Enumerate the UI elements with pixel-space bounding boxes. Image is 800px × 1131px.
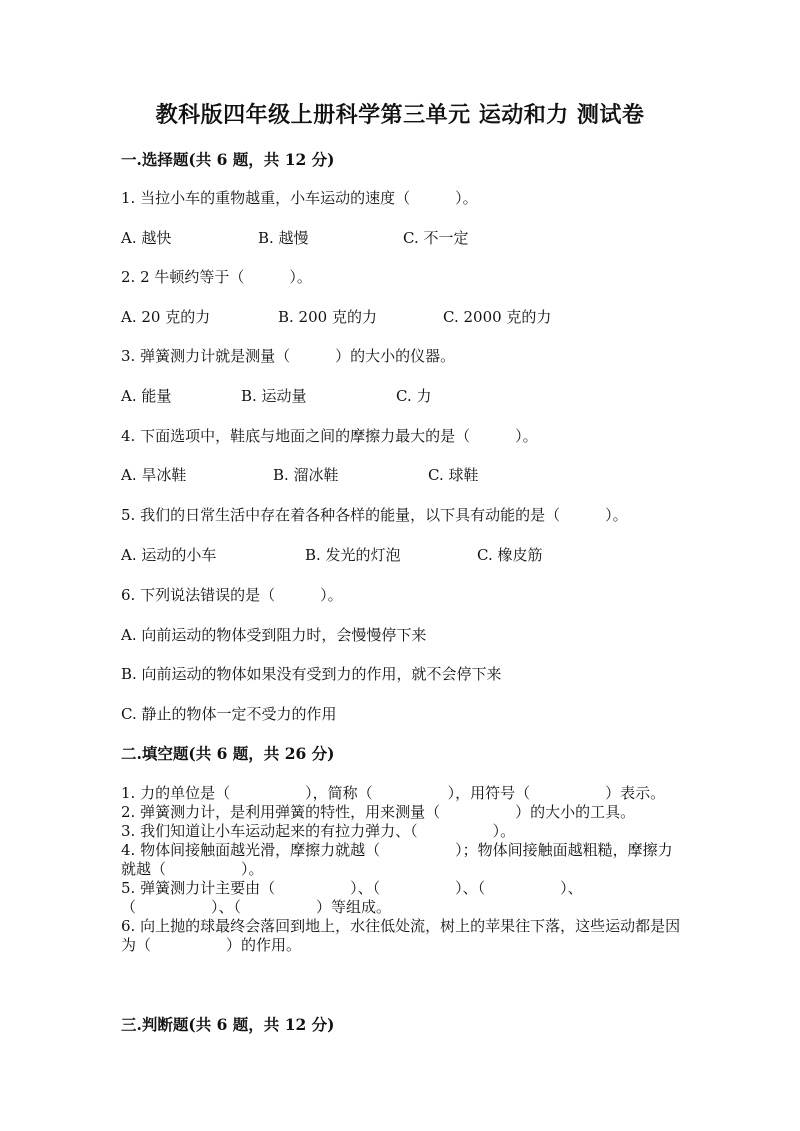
fill-question-line: 1. 力的单位是（ ），简称（ ），用符号（ ）表示。: [121, 784, 666, 802]
question-text: 1. 当拉小车的重物越重，小车运动的速度（ ）。: [121, 189, 478, 207]
option: C. 橡皮筋: [477, 546, 543, 564]
section-heading-choice: 一.选择题(共 6 题，共 12 分): [121, 150, 335, 169]
option: A. 越快: [121, 229, 172, 247]
option: B. 运动量: [241, 387, 307, 405]
option: B. 200 克的力: [278, 308, 377, 326]
question-text: 2. 2 牛顿约等于（ ）。: [121, 268, 312, 286]
option: B. 向前运动的物体如果没有受到力的作用，就不会停下来: [121, 665, 502, 683]
option: A. 能量: [121, 387, 172, 405]
fill-question-line: 5. 弹簧测力计主要由（ ）、（ ）、（ ）、（ ）、（ ）等组成。: [121, 879, 583, 916]
question-text: 4. 下面选项中，鞋底与地面之间的摩擦力最大的是（ ）。: [121, 427, 538, 445]
option: C. 力: [396, 387, 432, 405]
fill-question: [121, 784, 681, 955]
section-heading-judge: 三.判断题(共 6 题，共 12 分): [121, 1015, 335, 1034]
option: A. 旱冰鞋: [121, 466, 187, 484]
option: B. 溜冰鞋: [273, 466, 339, 484]
question-text: 3. 弹簧测力计就是测量（ ）的大小的仪器。: [121, 347, 456, 365]
option: C. 静止的物体一定不受力的作用: [121, 705, 337, 723]
option: A. 20 克的力: [121, 308, 211, 326]
page-title: 教科版四年级上册科学第三单元 运动和力 测试卷: [155, 102, 645, 128]
option: A. 运动的小车: [121, 546, 217, 564]
fill-question-line: 2. 弹簧测力计，是利用弹簧的特性，用来测量（ ）的大小的工具。: [121, 803, 636, 821]
option: B. 发光的灯泡: [305, 546, 401, 564]
section-heading-fill-blank: 二.填空题(共 6 题，共 26 分): [121, 744, 335, 763]
fill-question-line: 4. 物体间接触面越光滑，摩擦力就越（ ）；物体间接触面越粗糙，摩擦力就越（ ）。: [121, 841, 673, 878]
option: B. 越慢: [258, 229, 309, 247]
fill-question-line: 6. 向上抛的球最终会落回到地上，水往低处流，树上的苹果往下落，这些运动都是因为（ ）的作用。: [121, 917, 681, 954]
option: C. 球鞋: [428, 466, 479, 484]
option: C. 2000 克的力: [443, 308, 552, 326]
question-text: 5. 我们的日常生活中存在着各种各样的能量，以下具有动能的是（ ）。: [121, 506, 628, 524]
fill-question-line: 3. 我们知道让小车运动起来的有拉力弹力、（ ）。: [121, 822, 516, 840]
question-text: 6. 下列说法错误的是（ ）。: [121, 586, 343, 604]
option: A. 向前运动的物体受到阻力时，会慢慢停下来: [121, 626, 427, 644]
option: C. 不一定: [403, 229, 469, 247]
